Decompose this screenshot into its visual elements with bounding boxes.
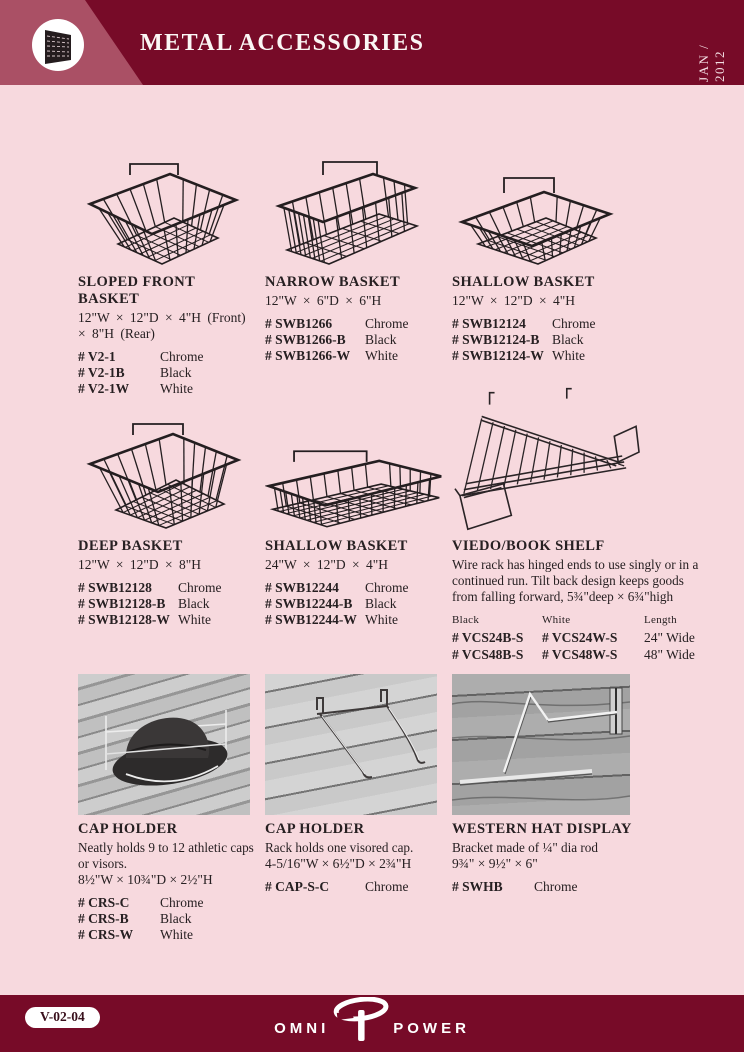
- variant-row: [265, 316, 447, 332]
- variant-row: [452, 316, 704, 332]
- issue-date: JAN / 2012: [696, 43, 727, 82]
- product-card-narrow-basket: [265, 140, 447, 364]
- product-dimensions: 12"W × 12"D × 8"H: [78, 557, 202, 572]
- variant-list: [78, 895, 254, 944]
- finish-label: Black: [552, 332, 584, 348]
- brand-word-omni: OMNI: [274, 1020, 330, 1037]
- part-number: # SWHB: [452, 879, 503, 895]
- part-number: # V2-1B: [78, 365, 125, 381]
- finish-label: Chrome: [365, 579, 409, 595]
- finish-label: Black: [365, 596, 397, 612]
- variant-row: [265, 879, 447, 895]
- part-number: # CAP-S-C: [265, 879, 330, 895]
- variant-list: [78, 580, 254, 629]
- variant-list: [265, 580, 447, 629]
- hat-display-photo-overlay: [452, 674, 630, 815]
- variant-row: [78, 895, 254, 911]
- variant-row: [78, 927, 254, 943]
- part-number: # SWB1266-B: [265, 332, 346, 348]
- product-card-cap-holder-multi: [78, 674, 254, 944]
- variant-row: [78, 580, 254, 596]
- length-value: 24" Wide: [644, 630, 695, 646]
- variant-row: [265, 580, 447, 596]
- finish-label: White: [178, 612, 211, 628]
- product-dimensions: 24"W × 12"D × 4"H: [265, 557, 389, 572]
- product-description: Wire rack has hinged ends to use singly or in a continued run. Tilt back design keeps goods from falling forward, 5¾"deep × 6¾"high: [452, 557, 699, 605]
- finish-label: Chrome: [365, 879, 409, 895]
- brand-logo: [274, 997, 470, 1047]
- product-card-deep-basket: [78, 380, 254, 628]
- page-code-badge: V-02-04: [25, 1007, 100, 1028]
- part-number: # SWB1266: [265, 315, 333, 331]
- cap-rack-photo-overlay: [265, 674, 437, 815]
- part-number: # CRS-C: [78, 895, 130, 911]
- product-illustration: [265, 380, 447, 532]
- cap-holder-photo-overlay: [78, 674, 250, 815]
- variant-row: [265, 596, 447, 612]
- part-number: # VCS48B-S: [452, 646, 524, 662]
- product-illustration: [452, 380, 704, 532]
- product-photo: [452, 674, 704, 815]
- product-card-shallow-basket-12: [452, 140, 704, 364]
- variant-row: [452, 332, 704, 348]
- variant-list: [265, 879, 447, 895]
- part-number: # VCS24B-S: [452, 630, 524, 646]
- product-illustration: [265, 140, 447, 268]
- part-number: # SWB12128-W: [78, 612, 170, 628]
- variant-list: [452, 316, 704, 365]
- product-dimensions: 9¾" × 9½" × 6": [452, 856, 538, 872]
- product-title: CAP HOLDER: [265, 821, 365, 837]
- product-card-cap-holder-single: [265, 674, 447, 895]
- column-header: Length: [644, 614, 677, 627]
- part-number: # SWB12124-W: [452, 348, 544, 364]
- variant-row: [452, 348, 704, 364]
- finish-label: Chrome: [552, 315, 596, 331]
- variant-row: [265, 348, 447, 364]
- variant-row: [452, 879, 704, 895]
- footer: [0, 995, 744, 1052]
- wire-basket-illustration: [265, 154, 440, 268]
- variant-row: [78, 596, 254, 612]
- part-number: # CRS-W: [78, 927, 134, 943]
- product-title: CAP HOLDER: [78, 821, 178, 837]
- slatwall-panel-icon: [32, 19, 84, 71]
- finish-label: Chrome: [534, 879, 578, 895]
- product-title: NARROW BASKET: [265, 274, 401, 290]
- wire-basket-illustration: [265, 444, 447, 532]
- product-card-viedo-book-shelf: [452, 380, 704, 664]
- product-illustration: [78, 140, 254, 268]
- wire-basket-illustration: [78, 154, 250, 268]
- part-number: # SWB12124: [452, 315, 526, 331]
- product-dimensions: 12"W × 12"D × 4"H (Front) × 8"H (Rear): [78, 310, 246, 341]
- slatwall-cap-photo: [78, 674, 250, 815]
- part-table: [452, 614, 704, 664]
- finish-label: White: [552, 348, 585, 364]
- product-title: SLOPED FRONT BASKET: [78, 274, 195, 307]
- finish-label: Black: [160, 365, 192, 381]
- part-number: # SWB12128-B: [78, 596, 166, 612]
- product-illustration: [78, 380, 254, 532]
- product-title: WESTERN HAT DISPLAY: [452, 821, 632, 837]
- brand-word-power: POWER: [393, 1020, 470, 1037]
- product-card-sloped-front-basket: [78, 140, 254, 397]
- woodgrain-bracket-photo: [452, 674, 630, 815]
- slatwall-rack-photo: [265, 674, 437, 815]
- part-number: # SWB12128: [78, 579, 152, 595]
- product-photo: [78, 674, 254, 815]
- finish-label: Chrome: [160, 895, 204, 911]
- product-title: DEEP BASKET: [78, 538, 183, 554]
- product-card-shallow-basket-24: [265, 380, 447, 628]
- variant-list: [452, 879, 704, 895]
- variant-row: [265, 332, 447, 348]
- product-dimensions: 4-5/16"W × 6½"D × 2¾"H: [265, 856, 412, 872]
- product-description: Rack holds one visored cap.: [265, 840, 414, 855]
- finish-label: White: [365, 348, 398, 364]
- finish-label: White: [160, 927, 193, 943]
- variant-row: [78, 349, 254, 365]
- product-title: VIEDO/BOOK SHELF: [452, 538, 605, 554]
- part-number: # SWB12244: [265, 579, 339, 595]
- finish-label: Black: [178, 596, 210, 612]
- variant-list: [265, 316, 447, 365]
- part-number: # V2-1W: [78, 381, 130, 397]
- wire-basket-illustration: [78, 412, 250, 532]
- column-header: White: [542, 614, 571, 627]
- finish-label: Chrome: [178, 579, 222, 595]
- part-number: # CRS-B: [78, 911, 129, 927]
- variant-row: [265, 612, 447, 628]
- omni-power-swirl-icon: [329, 997, 393, 1047]
- part-number: # SWB12244-B: [265, 596, 353, 612]
- part-number: # V2-1: [78, 348, 116, 364]
- finish-label: Black: [365, 332, 397, 348]
- column-header: Black: [452, 614, 480, 627]
- finish-label: Black: [160, 911, 192, 927]
- finish-label: White: [160, 381, 193, 397]
- product-dimensions: 12"W × 12"D × 4"H: [452, 293, 576, 308]
- wire-shelf-illustration: [452, 384, 640, 532]
- product-dimensions: 12"W × 6"D × 6"H: [265, 293, 382, 308]
- length-value: 48" Wide: [644, 646, 695, 662]
- part-number: # VCS24W-S: [542, 630, 618, 646]
- product-card-western-hat-display: [452, 674, 704, 895]
- variant-row: [78, 911, 254, 927]
- page-title: METAL ACCESSORIES: [140, 30, 425, 56]
- product-description: Bracket made of ¼" dia rod: [452, 840, 598, 855]
- part-number: # SWB1266-W: [265, 348, 351, 364]
- wire-basket-illustration: [452, 164, 617, 268]
- finish-label: Chrome: [365, 315, 409, 331]
- part-number: # SWB12244-W: [265, 612, 357, 628]
- part-number: # SWB12124-B: [452, 332, 540, 348]
- product-photo: [265, 674, 447, 815]
- part-number: # VCS48W-S: [542, 646, 618, 662]
- finish-label: White: [365, 612, 398, 628]
- product-illustration: [452, 140, 704, 268]
- variant-row: [78, 612, 254, 628]
- logo-circle: [32, 19, 84, 71]
- product-title: SHALLOW BASKET: [265, 538, 408, 554]
- header: [0, 0, 744, 85]
- variant-row: [78, 365, 254, 381]
- product-description: Neatly holds 9 to 12 athletic caps or visors.: [78, 840, 254, 872]
- finish-label: Chrome: [160, 348, 204, 364]
- product-title: SHALLOW BASKET: [452, 274, 595, 290]
- product-dimensions: 8½"W × 10¾"D × 2½"H: [78, 872, 213, 888]
